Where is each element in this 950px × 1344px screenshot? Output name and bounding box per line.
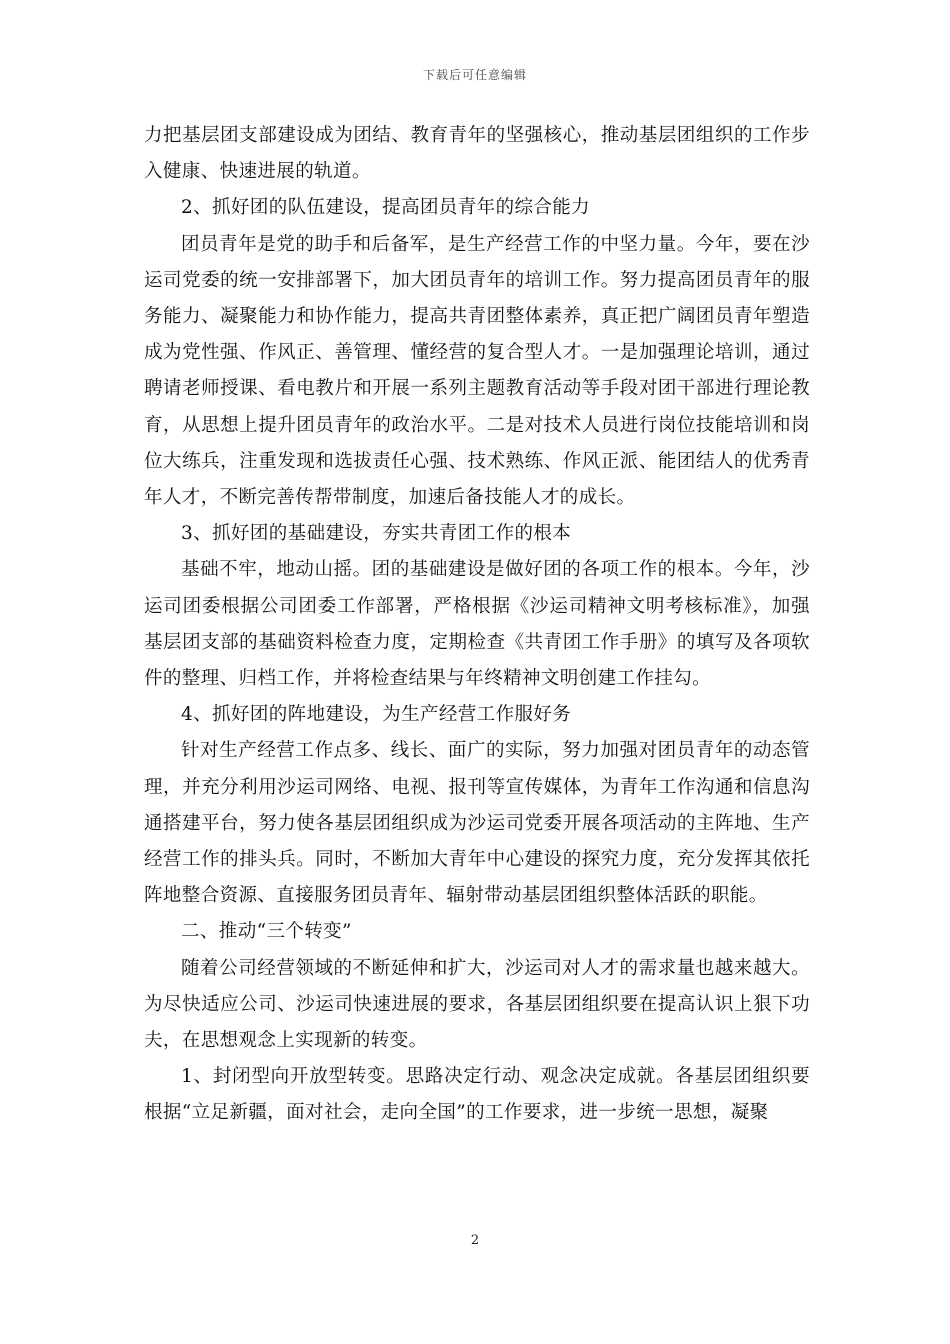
paragraph-continuation: 力把基层团支部建设成为团结、教育青年的坚强核心，推动基层团组织的工作步入健康、快速进展的轨道。 (144, 125, 810, 183)
paragraph: 随着公司经营领域的不断延伸和扩大，沙运司对人才的需求量也越来越大。为尽快适应公司、沙运司快速进展的要求，各基层团组织要在提高认识上狠下功夫，在思想观念上实现新的转变。 (144, 957, 810, 1052)
paragraph: 基础不牢，地动山摇。团的基础建设是做好团的各项工作的根本。今年，沙运司团委根据公司团委工作部署，严格根据《沙运司精神文明考核标准》，加强基层团支部的基础资料检查力度，定期检查《共青团工作手册》的填写及各项软件的整理、归档工作，并将检查结果与年终精神文明创建工作挂勾。 (144, 559, 810, 690)
section-heading: 4、抓好团的阵地建设，为生产经营工作服好务 (181, 704, 572, 726)
paragraph: 针对生产经营工作点多、线长、面广的实际，努力加强对团员青年的动态管理，并充分利用沙运司网络、电视、报刊等宣传媒体，为青年工作沟通和信息沟通搭建平台，努力使各基层团组织成为沙运司党委开展各项活动的主阵地、生产经营工作的排头兵。同时，不断加大青年中心建设的探究力度，充分发挥其依托阵地整合资源、直接服务团员青年、辐射带动基层团组织整体活跃的职能。 (144, 740, 810, 907)
page-header: 下载后可任意编辑 (422, 68, 527, 82)
paragraph: 团员青年是党的助手和后备军，是生产经营工作的中坚力量。今年，要在沙运司党委的统一安排部署下，加大团员青年的培训工作。努力提高团员青年的服务能力、凝聚能力和协作能力，提高共青团整体素养，真正把广阔团员青年塑造成为党性强、作风正、善管理、懂经营的复合型人才。一是加强理论培训，通过聘请老师授课、看电教片和开展一系列主题教育活动等手段对团干部进行理论教育，从思想上提升团员青年的政治水平。二是对技术人员进行岗位技能培训和岗位大练兵，注重发现和选拔责任心强、技术熟练、作风正派、能团结人的优秀青年人才，不断完善传帮带制度，加速后备技能人才的成长。 (144, 233, 810, 509)
document-body (144, 118, 810, 1132)
paragraph: 1、封闭型向开放型转变。思路决定行动、观念决定成就。各基层团组织要根据“立足新疆，面对社会，走向全国”的工作要求，进一步统一思想，凝聚 (144, 1066, 810, 1124)
page-number: 2 (470, 1233, 480, 1248)
section-heading: 3、抓好团的基础建设，夯实共青团工作的根本 (181, 523, 572, 545)
chapter-heading: 二、推动“三个转变” (181, 921, 352, 943)
section-heading: 2、抓好团的队伍建设，提高团员青年的综合能力 (181, 197, 591, 219)
